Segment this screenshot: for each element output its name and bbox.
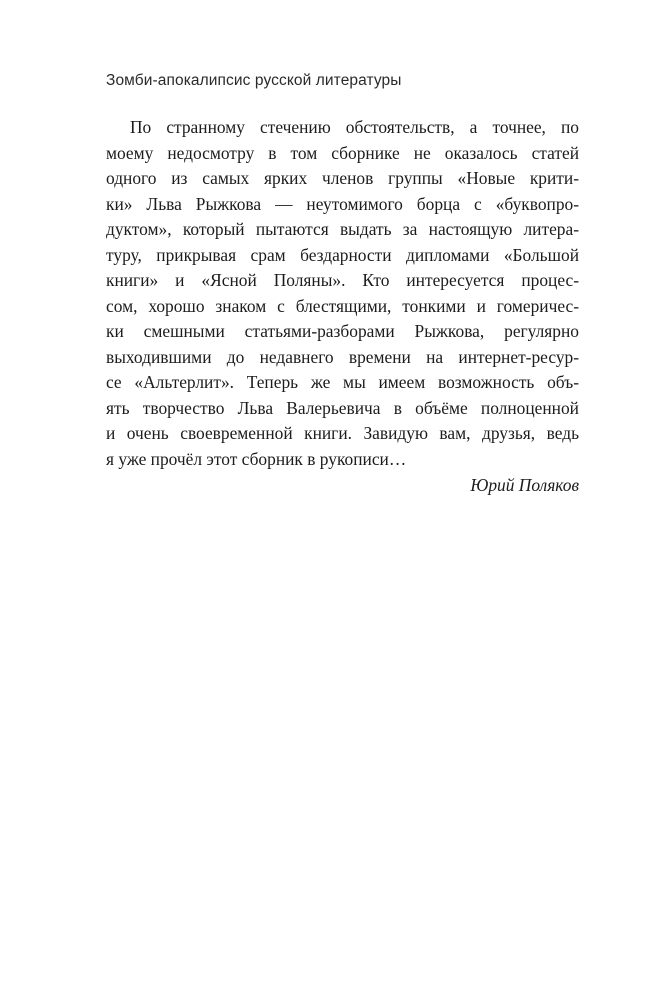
paragraph-line: выходившими до недавнего времени на интернет-ресур-: [106, 346, 579, 367]
paragraph-line: и очень своевременной книги. Завидую вам, друзья, ведь: [106, 423, 579, 443]
paragraph-line: ять творчество Льва Валерьевича в объёме полноценной: [106, 397, 579, 418]
paragraph-line: я уже прочёл этот сборник в рукописи…: [106, 448, 407, 469]
paragraph-line: ки» Льва Рыжкова — неутомимого борца с «буквопро-: [106, 193, 579, 214]
author-signature: Юрий Поляков: [470, 475, 579, 495]
paragraph-line: дуктом», который пытаются выдать за настоящую литера-: [106, 219, 579, 239]
paragraph-line: По странному стечению обстоятельств, а точнее, по: [130, 117, 579, 137]
paragraph-line: моему недосмотру в том сборнике не оказалось статей: [106, 142, 579, 163]
paragraph-line: се «Альтерлит». Теперь же мы имеем возможность объ-: [106, 372, 579, 392]
paragraph-line: сом, хорошо знаком с блестящими, тонкими и гомеричес-: [106, 295, 579, 316]
running-head: Зомби-апокалипсис русской литературы: [106, 72, 402, 89]
paragraph-line: ки смешными статьями-разборами Рыжкова, регулярно: [106, 321, 579, 341]
paragraph-line: одного из самых ярких членов группы «Новые крити-: [106, 168, 579, 188]
main-paragraph: [106, 115, 579, 499]
paragraph-line: туру, прикрывая срам бездарности дипломами «Большой: [106, 244, 579, 265]
paragraph-line: книги» и «Ясной Поляны». Кто интересуется процес-: [106, 270, 579, 290]
